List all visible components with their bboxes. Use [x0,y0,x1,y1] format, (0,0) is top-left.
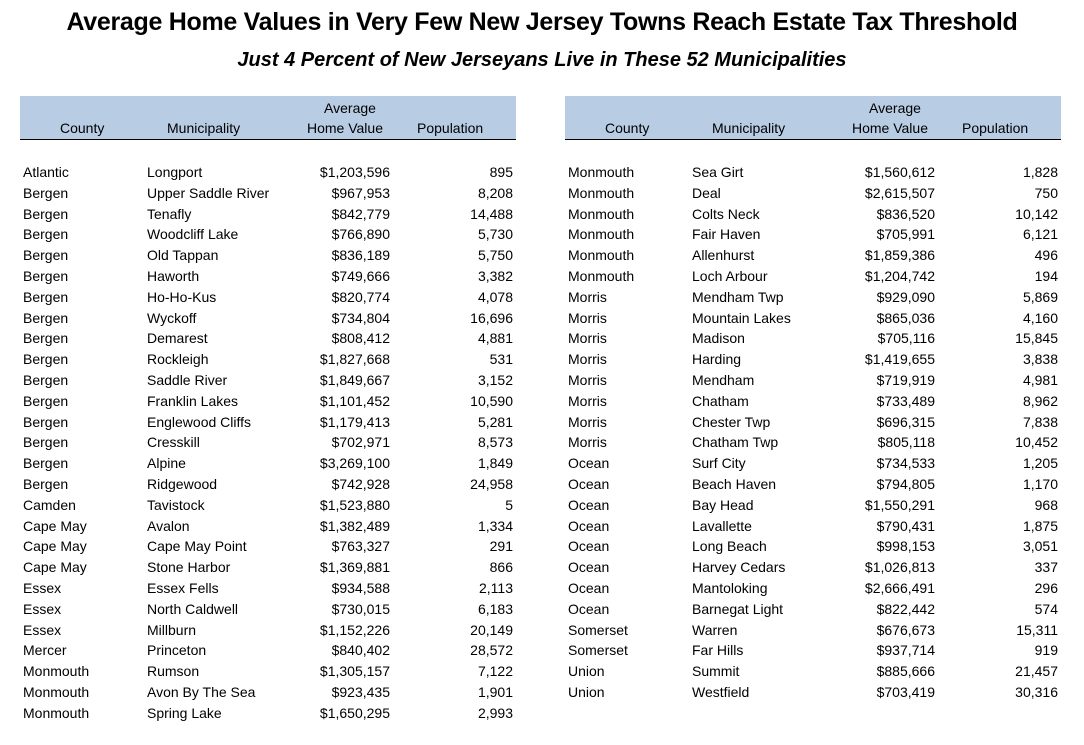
table-row [20,266,516,287]
cell-home-value: $929,090 [876,288,935,305]
cell-population: 1,828 [1022,164,1058,180]
cell-municipality: Essex Fells [147,579,219,596]
table-row [565,557,1061,578]
cell-municipality: Chatham [692,392,749,409]
cell-county: Bergen [23,309,69,326]
cell-home-value: $923,435 [331,683,390,700]
table-row [565,224,1061,245]
cell-county: Monmouth [568,247,635,264]
cell-home-value: $842,779 [331,205,390,222]
cell-municipality: Avon By The Sea [147,683,256,700]
cell-population: 8,208 [477,184,513,201]
table-row [565,328,1061,349]
cell-home-value: $865,036 [876,309,935,326]
cell-municipality: Upper Saddle River [147,184,270,201]
cell-home-value: $2,666,491 [864,579,935,596]
cell-municipality: Longport [147,164,203,180]
cell-population: 2,113 [479,579,513,596]
table-header [565,96,1061,140]
cell-municipality: Summit [692,663,740,680]
cell-population: 30,316 [1015,683,1058,700]
table-row [20,453,516,474]
table-row [565,287,1061,308]
table-row [20,578,516,599]
cell-population: 6,183 [477,600,513,617]
cell-population: 750 [1034,184,1058,201]
cell-population: 895 [489,164,513,180]
cell-municipality: Colts Neck [692,205,760,222]
cell-county: Ocean [568,600,610,617]
cell-municipality: Harding [692,351,742,368]
cell-population: 291 [489,538,513,555]
cell-county: Mercer [23,642,67,659]
cell-municipality: Princeton [147,642,207,659]
cell-population: 7,122 [477,663,513,680]
cell-home-value: $1,179,413 [319,413,390,430]
cell-home-value: $1,305,157 [319,663,390,680]
cell-municipality: Avalon [147,517,190,534]
cell-home-value: $705,991 [876,226,935,243]
cell-home-value: $967,953 [331,184,390,201]
cell-home-value: $1,849,667 [319,371,390,388]
cell-home-value: $1,419,655 [864,351,935,368]
cell-county: Bergen [23,288,69,305]
table-row [20,287,516,308]
cell-population: 7,838 [1022,413,1058,430]
cell-municipality: Chester Twp [692,413,771,430]
cell-municipality: Lavallette [692,517,752,534]
cell-home-value: $676,673 [876,621,935,638]
cell-municipality: Haworth [147,267,200,284]
cell-home-value: $885,666 [876,663,935,680]
header-county: County [605,120,650,136]
cell-county: Bergen [23,434,69,451]
cell-population: 919 [1034,642,1058,659]
cell-population: 14,488 [470,205,513,222]
cell-population: 4,881 [477,330,513,347]
cell-county: Ocean [568,475,610,492]
cell-home-value: $934,588 [331,579,390,596]
cell-county: Morris [568,288,607,305]
cell-home-value: $1,152,226 [319,621,390,638]
cell-home-value: $766,890 [331,226,390,243]
table-row [565,453,1061,474]
left-table [20,96,516,724]
table-row [565,640,1061,661]
table-row [565,245,1061,266]
cell-population: 10,590 [470,392,513,409]
cell-county: Essex [23,579,62,596]
cell-municipality: Fair Haven [692,226,761,243]
cell-population: 5,750 [477,247,513,264]
cell-municipality: Ridgewood [147,475,218,492]
table-row [20,495,516,516]
cell-population: 24,958 [470,475,513,492]
cell-population: 574 [1034,600,1058,617]
cell-population: 8,573 [477,434,513,451]
table-row [565,391,1061,412]
cell-home-value: $730,015 [331,600,390,617]
cell-home-value: $3,269,100 [319,455,390,472]
table-row [20,391,516,412]
table-row [565,599,1061,620]
cell-county: Morris [568,434,607,451]
table-row [565,308,1061,329]
cell-population: 4,160 [1022,309,1058,326]
cell-home-value: $836,520 [876,205,935,222]
cell-municipality: Long Beach [692,538,767,555]
cell-county: Monmouth [23,704,90,721]
cell-home-value: $822,442 [876,600,935,617]
cell-population: 10,142 [1015,205,1058,222]
cell-home-value: $1,859,386 [864,247,935,264]
cell-municipality: Spring Lake [147,704,222,721]
cell-population: 296 [1034,579,1058,596]
cell-municipality: Madison [692,330,745,347]
cell-municipality: Barnegat Light [692,600,784,617]
cell-home-value: $805,118 [877,434,935,451]
header-home-value: Home Value [306,120,383,136]
cell-home-value: $794,805 [876,475,935,492]
cell-home-value: $705,116 [877,330,935,347]
cell-home-value: $763,327 [331,538,390,555]
table-body [565,162,1061,703]
cell-county: Somerset [568,642,628,659]
cell-municipality: Loch Arbour [692,267,768,284]
cell-home-value: $2,615,507 [864,184,935,201]
cell-municipality: Mendham [692,371,755,388]
table-row [20,308,516,329]
cell-county: Essex [23,600,62,617]
header-county: County [60,120,105,136]
table-row [565,349,1061,370]
cell-county: Bergen [23,351,69,368]
cell-population: 1,170 [1022,475,1058,492]
table-row [565,432,1061,453]
cell-municipality: Surf City [692,455,746,472]
cell-home-value: $1,382,489 [319,517,390,534]
cell-county: Monmouth [568,226,635,243]
cell-population: 496 [1034,247,1058,264]
table-row [20,245,516,266]
cell-population: 5,730 [477,226,513,243]
cell-county: Bergen [23,330,69,347]
table-row [20,703,516,724]
header-home-value: Home Value [851,120,928,136]
cell-municipality: Franklin Lakes [147,392,239,409]
cell-population: 28,572 [470,642,513,659]
cell-population: 1,875 [1022,517,1058,534]
table-row [565,620,1061,641]
cell-municipality: Allenhurst [692,247,755,264]
cell-population: 531 [489,351,513,368]
cell-home-value: $1,650,295 [319,704,390,721]
cell-county: Union [568,683,605,700]
header-municipality: Municipality [167,120,241,136]
table-row [20,599,516,620]
cell-county: Bergen [23,205,69,222]
cell-county: Bergen [23,455,69,472]
cell-county: Bergen [23,413,69,430]
table-row [565,495,1061,516]
cell-municipality: Chatham Twp [692,434,779,451]
cell-municipality: Far Hills [692,642,744,659]
table-row [20,661,516,682]
cell-county: Morris [568,392,607,409]
cell-population: 4,981 [1022,371,1058,388]
table-row [20,412,516,433]
cell-population: 15,311 [1016,621,1058,638]
table-row [20,204,516,225]
cell-home-value: $790,431 [876,517,935,534]
header-municipality: Municipality [712,120,786,136]
table-row [20,536,516,557]
table-row [20,432,516,453]
cell-population: 337 [1034,559,1058,576]
cell-municipality: Stone Harbor [147,559,231,576]
cell-home-value: $703,419 [876,683,935,700]
cell-population: 3,051 [1022,538,1058,555]
cell-home-value: $1,101,452 [319,392,390,409]
cell-population: 866 [489,559,513,576]
cell-municipality: Demarest [147,330,208,347]
cell-county: Ocean [568,579,610,596]
cell-county: Cape May [23,559,87,576]
table-row [565,370,1061,391]
cell-county: Ocean [568,559,610,576]
cell-county: Cape May [23,517,87,534]
cell-home-value: $733,489 [876,392,935,409]
cell-population: 16,696 [470,309,513,326]
cell-home-value: $702,971 [331,434,390,451]
cell-municipality: Ho-Ho-Kus [147,288,217,305]
cell-population: 1,334 [477,517,513,534]
cell-home-value: $749,666 [331,267,390,284]
cell-municipality: Cape May Point [147,538,247,555]
cell-county: Bergen [23,371,69,388]
cell-population: 968 [1034,496,1058,513]
table-header [20,96,516,140]
cell-population: 3,838 [1022,351,1058,368]
cell-county: Essex [23,621,62,638]
cell-population: 5 [505,496,513,513]
table-row [20,328,516,349]
cell-population: 194 [1034,267,1058,284]
cell-county: Morris [568,371,607,388]
table-row [565,204,1061,225]
cell-county: Monmouth [568,164,635,180]
cell-county: Bergen [23,184,69,201]
cell-municipality: Rumson [147,663,200,680]
cell-municipality: North Caldwell [147,600,239,617]
cell-home-value: $1,523,880 [319,496,390,513]
cell-county: Ocean [568,496,610,513]
cell-home-value: $998,153 [876,538,935,555]
cell-county: Monmouth [568,184,635,201]
header-population: Population [962,120,1029,136]
cell-municipality: Harvey Cedars [692,559,786,576]
cell-population: 3,382 [477,267,513,284]
cell-population: 5,281 [477,413,513,430]
cell-home-value: $1,026,813 [864,559,935,576]
table-row [20,620,516,641]
header-average: Average [324,100,376,116]
header-population: Population [417,120,484,136]
table-row [20,370,516,391]
cell-municipality: Englewood Cliffs [147,413,252,430]
cell-municipality: Sea Girt [692,164,744,180]
cell-municipality: Old Tappan [147,247,219,264]
cell-home-value: $734,533 [876,455,935,472]
table-row [20,349,516,370]
cell-population: 2,993 [477,704,513,721]
cell-municipality: Woodcliff Lake [147,226,239,243]
cell-county: Bergen [23,226,69,243]
table-body [20,162,516,724]
table-row [565,162,1061,183]
cell-population: 4,078 [477,288,513,305]
cell-home-value: $820,774 [331,288,390,305]
table-row [20,682,516,703]
table-row [20,183,516,204]
cell-population: 20,149 [470,621,513,638]
table-row [565,516,1061,537]
table-row [565,412,1061,433]
cell-home-value: $836,189 [331,247,390,264]
table-row [20,474,516,495]
cell-home-value: $1,203,596 [319,164,390,180]
cell-municipality: Bay Head [692,496,754,513]
table-row [565,474,1061,495]
table-row [20,162,516,183]
table-row [20,516,516,537]
table-row [20,640,516,661]
cell-county: Bergen [23,475,69,492]
cell-municipality: Tenafly [147,205,192,222]
cell-population: 3,152 [477,371,513,388]
cell-home-value: $840,402 [331,642,390,659]
cell-home-value: $719,919 [876,371,935,388]
cell-county: Bergen [23,267,69,284]
cell-county: Monmouth [568,267,635,284]
cell-municipality: Westfield [692,683,750,700]
cell-home-value: $1,827,668 [319,351,390,368]
cell-county: Bergen [23,247,69,264]
right-table [565,96,1061,703]
cell-municipality: Millburn [147,621,197,638]
cell-population: 5,869 [1022,288,1058,305]
cell-population: 6,121 [1022,226,1058,243]
cell-county: Camden [23,496,76,513]
cell-home-value: $808,412 [331,330,390,347]
cell-municipality: Wyckoff [147,309,197,326]
cell-county: Ocean [568,538,610,555]
cell-home-value: $1,560,612 [864,164,935,180]
cell-home-value: $1,369,881 [319,559,390,576]
cell-county: Ocean [568,517,610,534]
table-row [565,578,1061,599]
cell-municipality: Deal [692,184,721,201]
cell-home-value: $742,928 [331,475,390,492]
cell-home-value: $1,550,291 [864,496,935,513]
cell-population: 1,205 [1022,455,1058,472]
cell-county: Morris [568,351,607,368]
cell-county: Cape May [23,538,87,555]
table-row [20,557,516,578]
cell-municipality: Mountain Lakes [692,309,791,326]
cell-home-value: $1,204,742 [864,267,935,284]
cell-home-value: $696,315 [876,413,935,430]
cell-municipality: Saddle River [147,371,228,388]
cell-county: Somerset [568,621,628,638]
table-row [565,682,1061,703]
cell-county: Monmouth [23,663,90,680]
cell-county: Atlantic [23,164,69,180]
cell-county: Monmouth [568,205,635,222]
cell-county: Bergen [23,392,69,409]
cell-municipality: Mendham Twp [692,288,784,305]
cell-population: 21,457 [1015,663,1058,680]
cell-population: 1,901 [477,683,513,700]
cell-population: 8,962 [1022,392,1058,409]
cell-county: Ocean [568,455,610,472]
table-row [565,266,1061,287]
cell-county: Morris [568,330,607,347]
cell-municipality: Beach Haven [692,475,777,492]
page-subtitle: Just 4 Percent of New Jerseyans Live in These 52 Municipalities [237,49,847,71]
cell-county: Morris [568,309,607,326]
cell-home-value: $734,804 [331,309,390,326]
cell-municipality: Cresskill [147,434,200,451]
header-average: Average [869,100,921,116]
cell-municipality: Alpine [147,455,186,472]
cell-county: Union [568,663,605,680]
table-row [565,183,1061,204]
cell-municipality: Rockleigh [147,351,209,368]
cell-home-value: $937,714 [876,642,935,659]
cell-county: Monmouth [23,683,90,700]
cell-municipality: Mantoloking [692,579,768,596]
table-row [565,661,1061,682]
cell-county: Morris [568,413,607,430]
cell-population: 15,845 [1015,330,1058,347]
cell-municipality: Warren [692,621,738,638]
cell-population: 10,452 [1015,434,1058,451]
table-row [20,224,516,245]
page-title: Average Home Values in Very Few New Jersey Towns Reach Estate Tax Threshold [66,8,1018,36]
table-row [565,536,1061,557]
cell-municipality: Tavistock [147,496,205,513]
cell-population: 1,849 [477,455,513,472]
